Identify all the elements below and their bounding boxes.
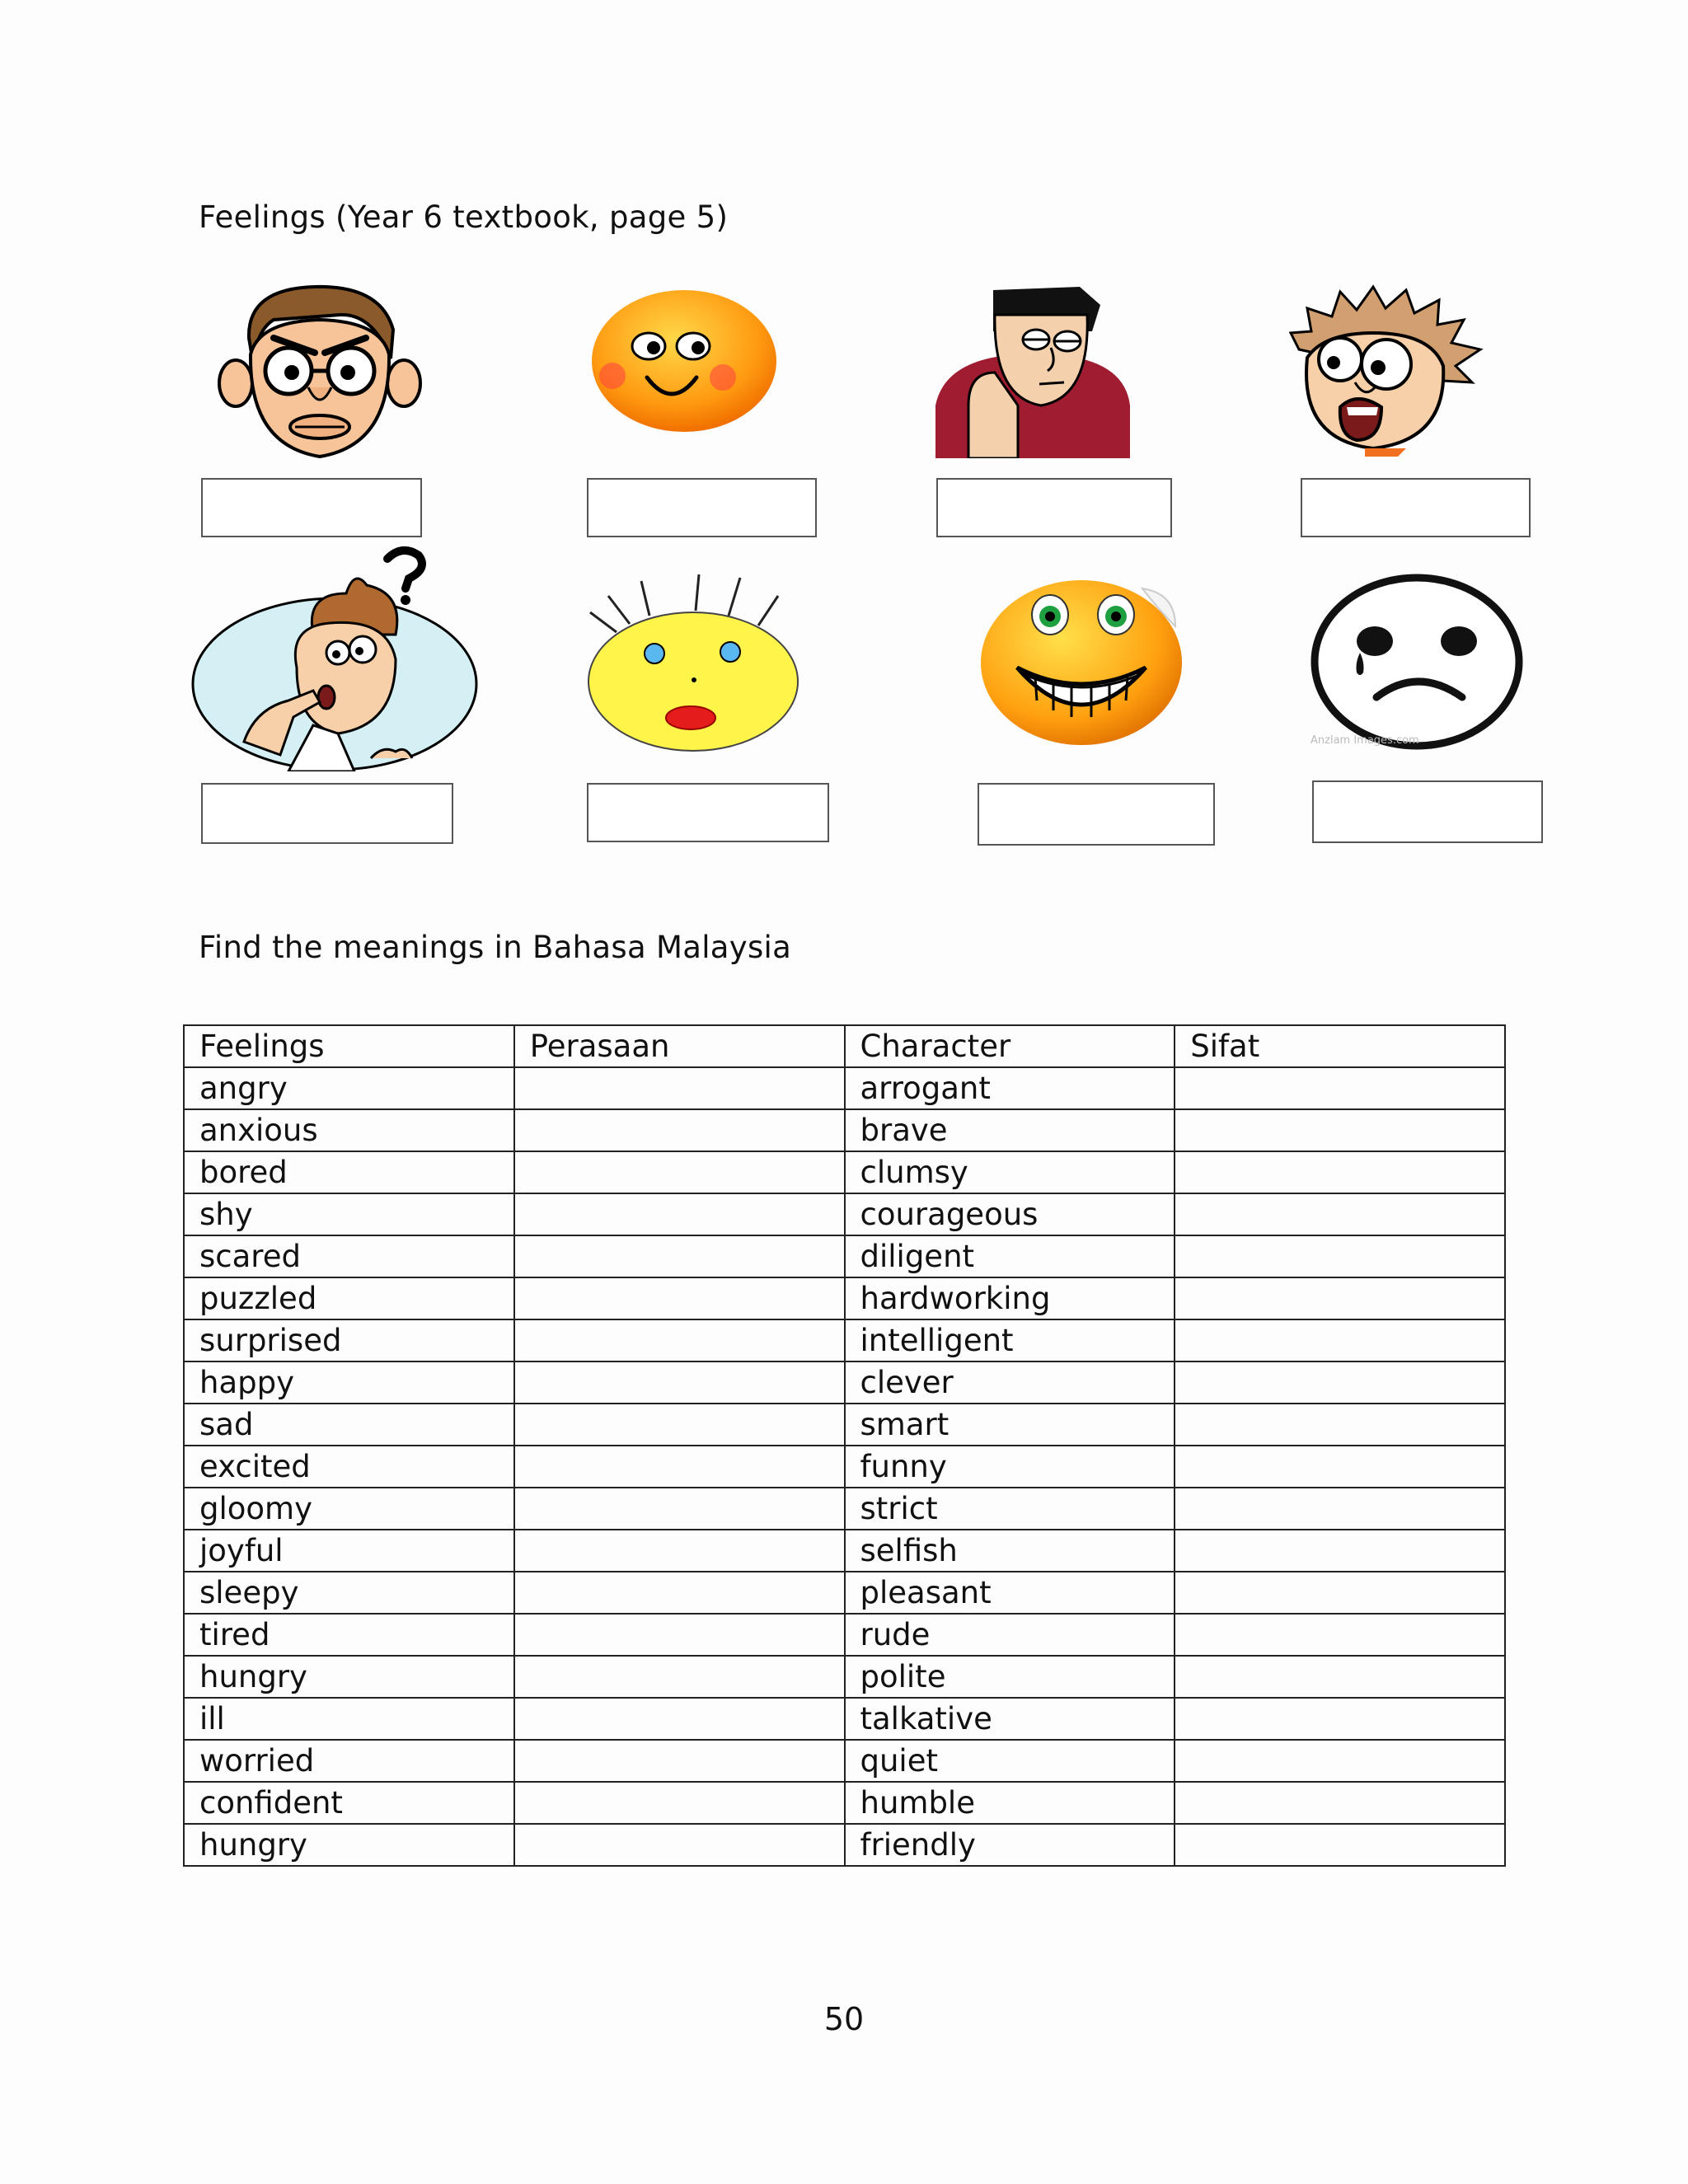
- answer-box-7[interactable]: [978, 783, 1215, 846]
- table-row: [184, 1235, 1505, 1277]
- table-row: [184, 1488, 1505, 1530]
- feelings-cell: shy: [184, 1193, 514, 1235]
- grinning-smiley-icon: [978, 577, 1187, 748]
- feelings-cell: happy: [184, 1361, 514, 1404]
- perasaan-cell[interactable]: [514, 1277, 845, 1319]
- happy-smiley-icon: [589, 287, 779, 435]
- feelings-cell: hungry: [184, 1656, 514, 1698]
- sifat-cell[interactable]: [1175, 1151, 1505, 1193]
- character-cell: strict: [845, 1488, 1175, 1530]
- table-row: [184, 1572, 1505, 1614]
- page-number: 50: [823, 2001, 865, 2037]
- feelings-cell: scared: [184, 1235, 514, 1277]
- sifat-cell[interactable]: [1175, 1614, 1505, 1656]
- feelings-cell: surprised: [184, 1319, 514, 1361]
- perasaan-cell[interactable]: [514, 1404, 845, 1446]
- perasaan-cell[interactable]: [514, 1488, 845, 1530]
- angry-man-face-icon: [216, 280, 424, 463]
- feelings-cell: ill: [184, 1698, 514, 1740]
- character-cell: courageous: [845, 1193, 1175, 1235]
- perasaan-cell[interactable]: [514, 1530, 845, 1572]
- answer-box-5[interactable]: [201, 783, 453, 844]
- answer-box-4[interactable]: [1301, 478, 1531, 537]
- table-row: [184, 1530, 1505, 1572]
- feelings-cell: sad: [184, 1404, 514, 1446]
- table-row: [184, 1698, 1505, 1740]
- table-row: [184, 1067, 1505, 1109]
- sifat-cell[interactable]: [1175, 1277, 1505, 1319]
- perasaan-cell[interactable]: [514, 1319, 845, 1361]
- character-cell: friendly: [845, 1824, 1175, 1866]
- perasaan-cell[interactable]: [514, 1614, 845, 1656]
- answer-box-2[interactable]: [587, 478, 817, 537]
- feelings-cell: angry: [184, 1067, 514, 1109]
- sifat-cell[interactable]: [1175, 1404, 1505, 1446]
- section-title: Find the meanings in Bahasa Malaysia: [199, 930, 792, 965]
- surprised-face-icon: [584, 571, 803, 754]
- character-cell: smart: [845, 1404, 1175, 1446]
- perasaan-cell[interactable]: [514, 1740, 845, 1782]
- perasaan-cell[interactable]: [514, 1824, 845, 1866]
- character-cell: arrogant: [845, 1067, 1175, 1109]
- character-cell: humble: [845, 1782, 1175, 1824]
- perasaan-cell[interactable]: [514, 1782, 845, 1824]
- character-cell: pleasant: [845, 1572, 1175, 1614]
- answer-box-1[interactable]: [201, 478, 422, 537]
- sifat-cell[interactable]: [1175, 1740, 1505, 1782]
- perasaan-cell[interactable]: [514, 1235, 845, 1277]
- perasaan-cell[interactable]: [514, 1151, 845, 1193]
- perasaan-cell[interactable]: [514, 1572, 845, 1614]
- feelings-cell: excited: [184, 1446, 514, 1488]
- character-cell: quiet: [845, 1740, 1175, 1782]
- character-cell: clumsy: [845, 1151, 1175, 1193]
- perasaan-cell[interactable]: [514, 1361, 845, 1404]
- sifat-cell[interactable]: [1175, 1782, 1505, 1824]
- watermark-text: Anzlam Images.com: [1311, 734, 1419, 747]
- sifat-cell[interactable]: [1175, 1193, 1505, 1235]
- perasaan-cell[interactable]: [514, 1109, 845, 1151]
- character-cell: clever: [845, 1361, 1175, 1404]
- character-cell: diligent: [845, 1235, 1175, 1277]
- table-row: [184, 1151, 1505, 1193]
- perasaan-cell[interactable]: [514, 1067, 845, 1109]
- bored-man-icon: [935, 282, 1130, 458]
- column-header-character: Character: [845, 1025, 1175, 1067]
- sifat-cell[interactable]: [1175, 1698, 1505, 1740]
- sifat-cell[interactable]: [1175, 1361, 1505, 1404]
- answer-box-8[interactable]: [1312, 780, 1543, 843]
- character-cell: talkative: [845, 1698, 1175, 1740]
- table-row: [184, 1656, 1505, 1698]
- sifat-cell[interactable]: [1175, 1530, 1505, 1572]
- table-row: [184, 1319, 1505, 1361]
- table-row: [184, 1446, 1505, 1488]
- perasaan-cell[interactable]: [514, 1446, 845, 1488]
- column-header-feelings: Feelings: [184, 1025, 514, 1067]
- perasaan-cell[interactable]: [514, 1193, 845, 1235]
- table-row: [184, 1614, 1505, 1656]
- sifat-cell[interactable]: [1175, 1446, 1505, 1488]
- scared-boy-icon: [1274, 284, 1485, 457]
- character-cell: polite: [845, 1656, 1175, 1698]
- character-cell: brave: [845, 1109, 1175, 1151]
- feelings-cell: gloomy: [184, 1488, 514, 1530]
- table-body: [184, 1067, 1505, 1866]
- table-row: [184, 1824, 1505, 1866]
- sifat-cell[interactable]: [1175, 1109, 1505, 1151]
- feelings-cell: joyful: [184, 1530, 514, 1572]
- feelings-cell: confident: [184, 1782, 514, 1824]
- table-header-row: [184, 1025, 1505, 1067]
- character-cell: hardworking: [845, 1277, 1175, 1319]
- sifat-cell[interactable]: [1175, 1572, 1505, 1614]
- character-cell: intelligent: [845, 1319, 1175, 1361]
- sifat-cell[interactable]: [1175, 1319, 1505, 1361]
- feelings-cell: tired: [184, 1614, 514, 1656]
- feelings-cell: sleepy: [184, 1572, 514, 1614]
- table-row: [184, 1361, 1505, 1404]
- column-header-sifat: Sifat: [1175, 1025, 1505, 1067]
- character-cell: funny: [845, 1446, 1175, 1488]
- perasaan-cell[interactable]: [514, 1698, 845, 1740]
- table-row: [184, 1404, 1505, 1446]
- table-row: [184, 1782, 1505, 1824]
- table-row: [184, 1109, 1505, 1151]
- feelings-cell: hungry: [184, 1824, 514, 1866]
- sifat-cell[interactable]: [1175, 1067, 1505, 1109]
- feelings-cell: anxious: [184, 1109, 514, 1151]
- table-row: [184, 1740, 1505, 1782]
- column-header-perasaan: Perasaan: [514, 1025, 845, 1067]
- sad-face-icon: [1311, 574, 1523, 750]
- vocabulary-table: [183, 1024, 1506, 1867]
- feelings-cell: worried: [184, 1740, 514, 1782]
- character-cell: selfish: [845, 1530, 1175, 1572]
- sifat-cell[interactable]: [1175, 1235, 1505, 1277]
- feelings-cell: puzzled: [184, 1277, 514, 1319]
- page-title: Feelings (Year 6 textbook, page 5): [199, 199, 729, 235]
- feelings-cell: bored: [184, 1151, 514, 1193]
- table-row: [184, 1193, 1505, 1235]
- sifat-cell[interactable]: [1175, 1656, 1505, 1698]
- table-row: [184, 1277, 1505, 1319]
- answer-box-6[interactable]: [587, 783, 829, 842]
- character-cell: rude: [845, 1614, 1175, 1656]
- sifat-cell[interactable]: [1175, 1824, 1505, 1866]
- perasaan-cell[interactable]: [514, 1656, 845, 1698]
- answer-box-3[interactable]: [936, 478, 1172, 537]
- sifat-cell[interactable]: [1175, 1488, 1505, 1530]
- puzzled-man-icon: [190, 544, 480, 771]
